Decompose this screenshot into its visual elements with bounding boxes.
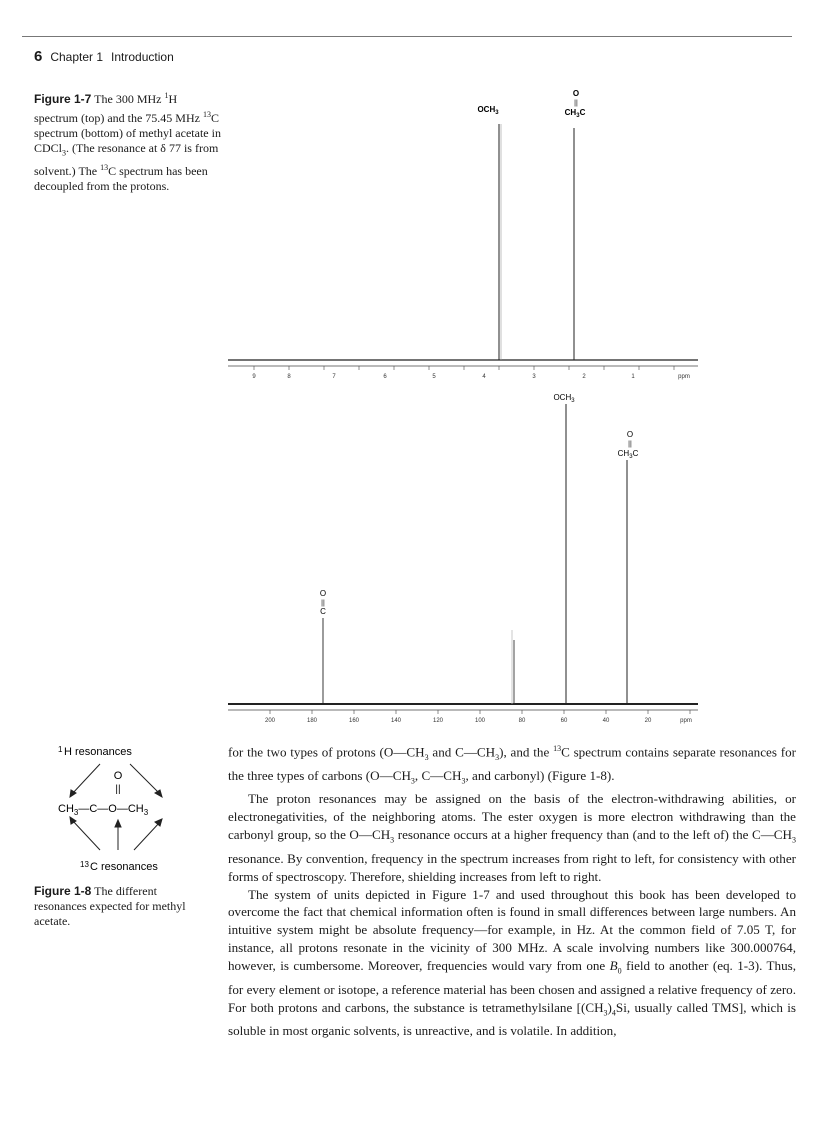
h-tick-label: 1 — [631, 374, 635, 380]
c-peak-label-carbonyl-o: O — [319, 589, 327, 598]
h-tick-label: 4 — [482, 374, 486, 380]
c-tick-label: 200 — [264, 718, 276, 724]
c-tick-label: 80 — [518, 718, 526, 724]
c-tick-label: 140 — [390, 718, 402, 724]
c-tick-label: 180 — [306, 718, 318, 724]
h-peak-label-ch3c: $CH_3C$ — [564, 108, 586, 119]
structure-o-top: O — [113, 770, 123, 782]
c-tick-label: 160 — [348, 718, 360, 724]
h-resonances-label: H resonances — [64, 746, 132, 758]
chapter-label: Chapter 1 — [50, 50, 104, 64]
section-label: Introduction — [111, 50, 174, 64]
c-tick-label: 20 — [644, 718, 652, 724]
structure-double-bond: || — [115, 784, 121, 795]
c-peak-label-carbonyl: C — [320, 607, 326, 616]
c-tick-label: 60 — [560, 718, 568, 724]
h-peak-label-och3: $OCH_3$ — [477, 105, 499, 116]
h-tick-label: 6 — [383, 374, 387, 380]
c-tick-label: 120 — [432, 718, 444, 724]
c-tick-label: 100 — [474, 718, 486, 724]
figure-1-7-caption: Figure 1-7 The 300 MHz $^1$H spectrum (top) and the 75.45 MHz $^{13}$C spectrum (bottom) of methyl acetate in CDCl$_3$. (The resonance at δ 77 is from solvent.) The $^{13}$C spectrum has been decoupled from the protons. — [34, 91, 221, 194]
c-spectrum — [228, 393, 698, 724]
c-tick-label: ppm — [680, 718, 692, 724]
header-rule — [22, 36, 792, 37]
h-tick-label: ppm — [678, 374, 690, 380]
figure-1-8-diagram — [56, 742, 196, 878]
paragraph: The system of units depicted in Figure 1-7 and used throughout this book has been developed to overcome the fact that chemical information often is found in small differences between large numbers. An intuitive system might be absolute frequency—for example, in Hz. At the common field of 7.05 T, for instance, all protons resonate in the vicinity of 300 MHz. A scale involving numbers like 300.000764, however, is cumbersome. Moreover, frequencies would vary from one $B_0$ field to another (eq. 1-3). Thus, for every element or isotope, a reference material has been chosen and assigned a relative frequency of zero. For both protons and carbons, the substance is tetramethylsilane [$(CH_3)_4Si$, usually called TMS], which is soluble in most organic solvents, is unreactive, and is volatile. In addition, — [228, 886, 796, 1039]
c-peak-label-dbond: || — [628, 441, 632, 448]
c-axis-ticks — [270, 710, 690, 714]
c-peak-label-carbonyl-dbond: || — [321, 600, 325, 607]
h-resonances-sup: 1 — [58, 745, 63, 754]
h-tick-label: 3 — [532, 374, 536, 380]
c-tick-label: 40 — [602, 718, 610, 724]
page-number: 6 — [34, 48, 43, 65]
paragraph: The proton resonances may be assigned on the basis of the electron-withdrawing abilities, or electronegativities, of the neighboring atoms. The ester oxygen is more electron withdrawing than the carbonyl group, so the $O—CH_3$ resonance occurs at a higher frequency than (and to the left of) the $C—CH_3$ resonance. By convention, frequency in the spectrum increases from right to left, for consistency with other forms of spectroscopy. Therefore, shielding increases from left to right. — [228, 791, 796, 884]
structure-ch3-left: $CH_3—C—O—CH_3$ — [58, 803, 149, 817]
h-tick-label: 8 — [287, 374, 291, 380]
h-axis-ticks — [254, 366, 674, 370]
h-spectrum — [228, 89, 698, 380]
paragraph: for the two types of protons ($O—CH_3$ and $C—CH_3$), and the $^{13}$C spectrum contains separate resonances for the three types of carbons ($O—CH_3$, $C—CH_3$, and carbonyl) (Figure 1-8). — [228, 744, 796, 786]
h-tick-label: 9 — [252, 374, 256, 380]
h-tick-label: 7 — [332, 374, 336, 380]
figure-1-8-caption: Figure 1-8 The different resonances expected for methyl acetate. — [34, 884, 186, 928]
body-text — [228, 740, 796, 1040]
c-resonances-sup: 13 — [80, 860, 89, 869]
h-tick-label: 5 — [432, 374, 436, 380]
figure-1-7-label: Figure 1-7 — [34, 92, 92, 106]
h-peak-label-o: O — [572, 89, 580, 98]
running-header — [34, 48, 174, 65]
h-peak-label-dbond: || — [574, 100, 578, 107]
c-peak-label-ch3c: $CH_3C$ — [617, 449, 639, 460]
c-resonances-label: C resonances — [90, 861, 158, 873]
c-peak-label-och3: $OCH_3$ — [553, 393, 575, 404]
figure-1-8-label: Figure 1-8 — [34, 884, 92, 898]
c-peak-label-o: O — [626, 430, 634, 439]
figure-1-7-spectra — [228, 84, 708, 724]
h-tick-label: 2 — [582, 374, 586, 380]
